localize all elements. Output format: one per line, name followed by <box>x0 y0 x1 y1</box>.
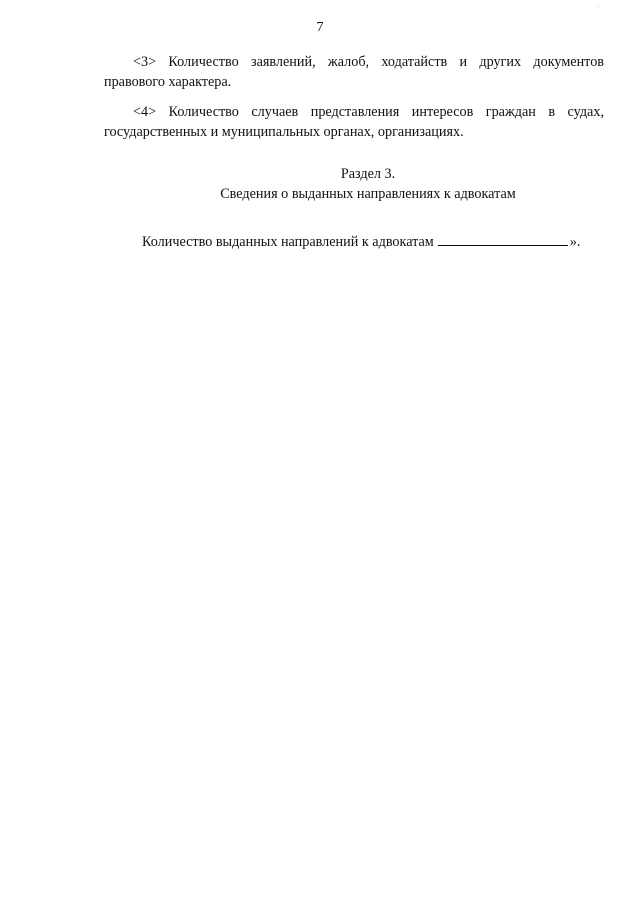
closing-quote: ». <box>569 234 581 250</box>
directions-count-blank[interactable] <box>438 244 568 246</box>
directions-count-label: Количество выданных направлений к адвокатам <box>142 234 434 250</box>
footnote-3: <3> Количество заявлений, жалоб, ходатайств и других документов правового характера. <box>104 54 604 90</box>
scan-mark <box>598 6 599 7</box>
footnote-4: <4> Количество случаев представления интересов граждан в судах, государственных и муниципальных органах, организациях. <box>104 104 604 140</box>
section-heading <box>104 164 632 204</box>
directions-count-row <box>142 232 580 252</box>
page-number: 7 <box>316 20 324 35</box>
section-title: Сведения о выданных направлениях к адвокатам <box>220 186 516 202</box>
section-number: Раздел 3. <box>340 166 396 182</box>
